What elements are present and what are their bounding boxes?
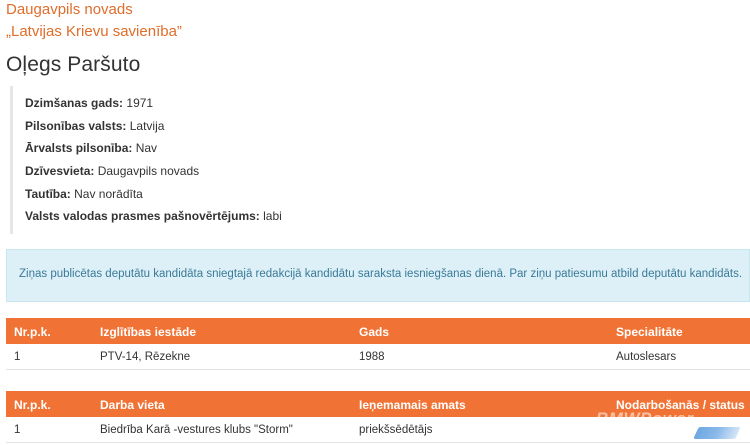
table-cell: 1988 [359, 351, 385, 363]
education-table-header [6, 318, 750, 344]
table-row [6, 344, 750, 370]
region-link[interactable]: Daugavpils novads [6, 1, 133, 18]
detail-residence [25, 164, 199, 178]
detail-label: Ārvalsts pilsonība: [25, 141, 133, 155]
notice-text: Ziņas publicētas deputātu kandidāta sniegtajā redakcijā kandidātu saraksta iesniegšanas dienā. Par ziņu patiesumu atbild deputātu kandidāts. [19, 268, 743, 280]
detail-nationality [25, 187, 143, 201]
detail-citizenship [25, 119, 164, 133]
detail-label: Dzīvesvieta: [25, 164, 95, 178]
candidate-name: Oļegs Paršuto [6, 53, 141, 76]
detail-label: Dzimšanas gads: [25, 96, 124, 110]
column-header: Nr.p.k. [14, 398, 51, 412]
detail-value: 1971 [126, 96, 154, 110]
info-notice [6, 249, 750, 302]
detail-label: Tautība: [25, 187, 71, 201]
detail-value: Latvija [129, 119, 165, 133]
detail-label: Valsts valodas prasmes pašnovērtējums: [25, 209, 260, 223]
column-header: Nr.p.k. [14, 325, 51, 339]
table-cell: Biedrība Karā -vestures klubs "Storm" [100, 424, 293, 436]
table-cell: Autoslesars [616, 351, 677, 363]
detail-value: labi [263, 209, 282, 223]
table-cell: 1 [14, 351, 21, 363]
watermark-text: BMWPower [596, 409, 694, 428]
table-cell: PTV-14, Rēzekne [100, 351, 191, 363]
watermark-logo [596, 409, 746, 443]
swoosh-icon [693, 427, 741, 439]
table-cell: 1 [14, 424, 21, 436]
detail-foreign-citizenship [25, 141, 157, 155]
detail-label: Pilsonības valsts: [25, 119, 127, 133]
education-table [6, 318, 750, 370]
column-header: Izglītības iestāde [100, 325, 197, 339]
column-header: Gads [359, 325, 390, 339]
detail-value: Daugavpils novads [97, 164, 200, 178]
candidate-details [10, 86, 750, 234]
detail-birth-year [25, 96, 153, 110]
column-header: Ieņemamais amats [359, 398, 466, 412]
detail-value: Nav norādīta [74, 187, 143, 201]
column-header: Nodarbošanās / status [616, 398, 745, 412]
party-link[interactable]: „Latvijas Krievu savienība” [6, 23, 182, 40]
detail-value: Nav [135, 141, 158, 155]
detail-language-skills [25, 209, 282, 223]
column-header: Darba vieta [100, 398, 165, 412]
table-cell: priekšsēdētājs [359, 424, 433, 436]
column-header: Specialitāte [616, 325, 683, 339]
